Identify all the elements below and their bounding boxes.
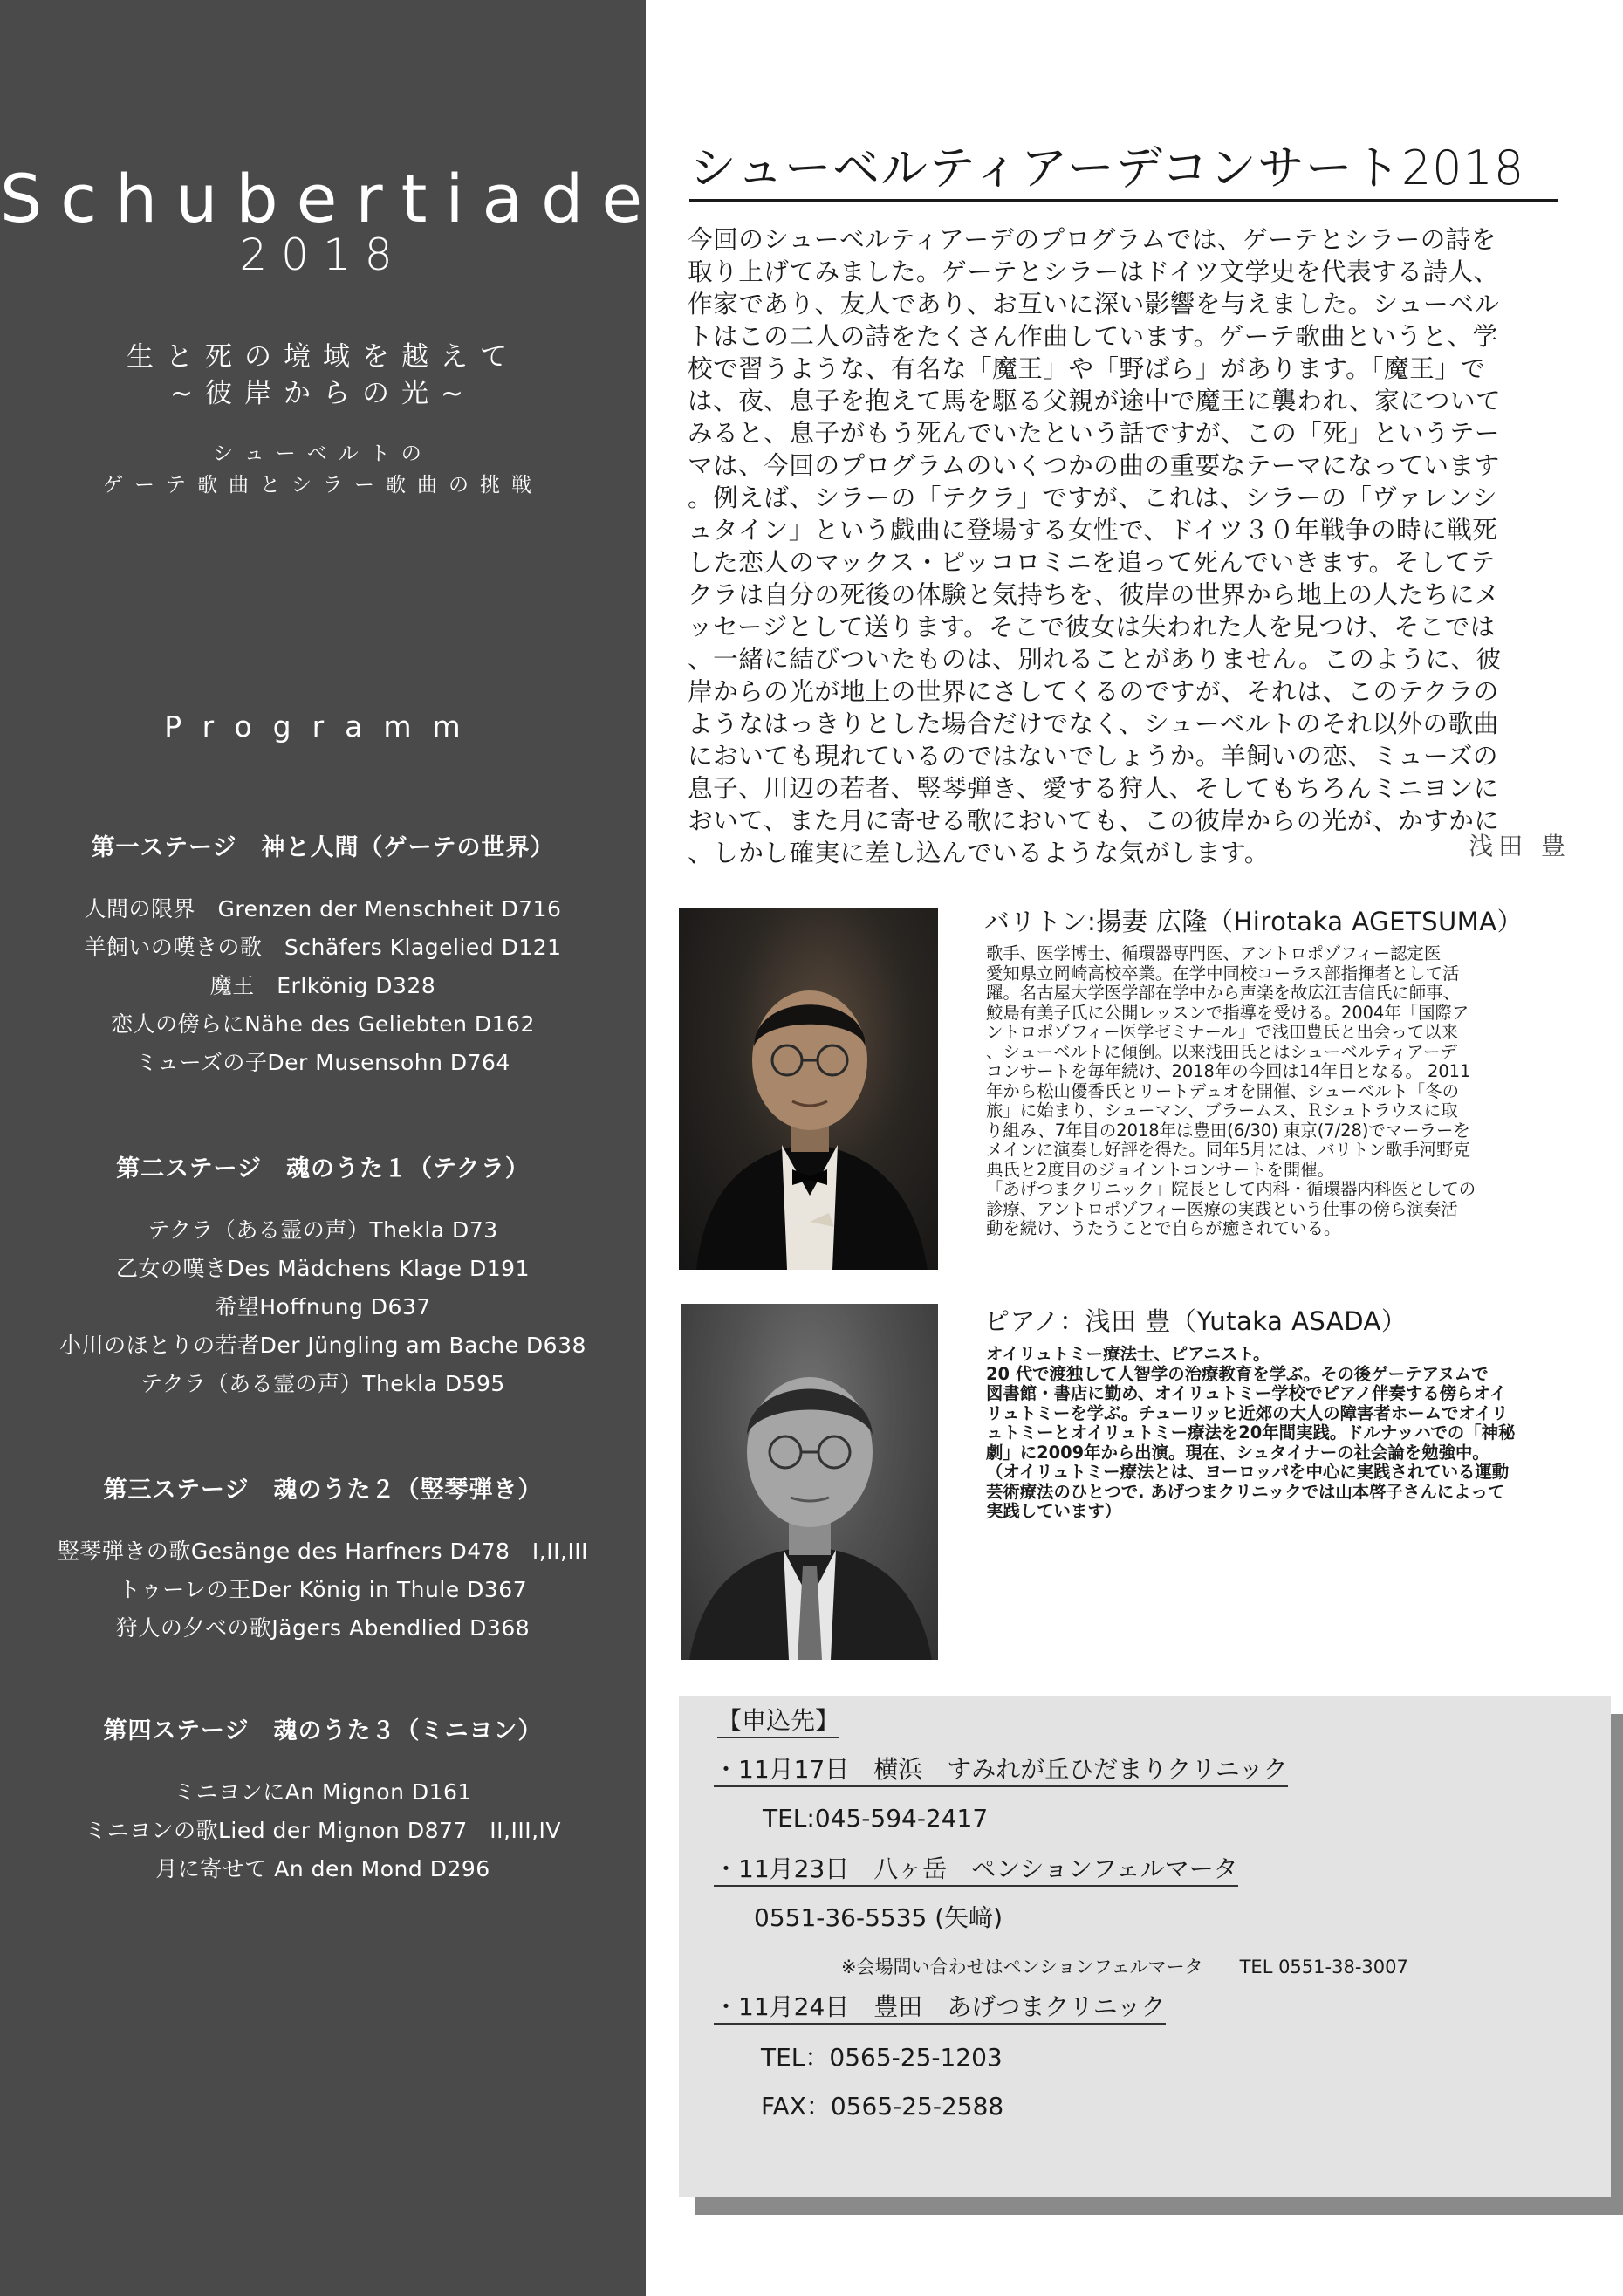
- baritone-heading: バリトン:揚妻 広隆（Hirotaka AGETSUMA）: [984, 907, 1524, 936]
- program-heading: Programm: [164, 709, 482, 744]
- song-list: [0, 1773, 646, 1888]
- contact-heading: 【申込先】: [717, 1706, 839, 1738]
- venue-tel: TEL:045-594-2417: [763, 1804, 989, 1833]
- program-stage: [0, 1152, 646, 1403]
- event-title: Schubertiade: [0, 160, 661, 237]
- song-item: 竪琴弾きの歌Gesänge des Harfners D478 I,II,III: [57, 1539, 589, 1564]
- baritone-bio: 歌手、医学博士、循環器専門医、アントロポゾフィー認定医 愛知県立岡崎高校卒業。在学中同校コーラス部指揮者として活 躍。名古屋大学医学部在学中から声楽を故広江吉信氏に師事、 鮫島有美子氏に公開レッスンで指導を受ける。2004年「国際ア ントロポゾフィー医学ゼミナール」で浅田豊氏と出会って以来 、シューベルトに傾倒。以来浅田氏とはシューベルティアーデ コンサートを毎年続け、2018年の今回は14年目となる。 2011 年から松山優香氏とリートデュオを開催、シューベルト「冬の 旅」に始まり、シューマン、ブラームス、Ｒシュトラウスに取 り組み、7年目の2018年は豊田(6/30) 東京(7/28)でマーラーを メインに演奏し好評を得た。同年5月には、バリトン歌手河野克 典氏と2度目のジョイントコンサートを開催。 「あげつまクリニック」院長として内科・循環器内科医としての 診療、アントロポゾフィー医療の実践という仕事の傍ら演奏活 動を続け、うたうことで自らが癒されている。: [986, 943, 1476, 1238]
- song-item: トゥーレの王Der König in Thule D367: [118, 1577, 528, 1602]
- venue-title: ・11月24日 豊田 あげつまクリニック: [714, 1992, 1166, 2025]
- venue-tel: 0551-36-5535 (矢﨑): [754, 1903, 1003, 1932]
- stage-title: 第三ステージ 魂のうた２（竪琴弾き）: [103, 1477, 543, 1504]
- song-item: 小川のほとりの若者Der Jüngling am Bache D638: [59, 1333, 586, 1358]
- pianist-portrait-icon: [681, 1304, 938, 1660]
- theme-line: シューベルトの: [213, 442, 433, 465]
- song-item: ミニヨンにAn Mignon D161: [174, 1779, 472, 1805]
- stage-title: 第二ステージ 魂のうた１（テクラ）: [116, 1155, 530, 1182]
- stage-title: 第四ステージ 魂のうた３（ミニヨン）: [103, 1717, 543, 1744]
- subtitle-line: ~彼岸からの光~: [170, 378, 476, 409]
- theme-line: ゲーテ歌曲とシラー歌曲の挑戦: [103, 474, 543, 497]
- song-item: 希望Hoffnung D637: [215, 1294, 431, 1319]
- essay-text: 今回のシューベルティアーデのプログラムでは、ゲーテとシラーの詩を 取り上げてみました。ゲーテとシラーはドイツ文学史を代表する詩人、 作家であり、友人であり、お互いに深い影響を与えました。シューベル トはこの二人の詩をたくさん作曲しています。ゲーテ歌曲というと、学 校で習うような、有名な「魔王」や「野ばら」があります。「魔王」で は、夜、息子を抱えて馬を駆る父親が途中で魔王に襲われ、家について みると、息子がもう死んでいたという話ですが、この「死」というテー マは、今回のプログラムのいくつかの曲の重要なテーマになっています 。例えば、シラーの「テクラ」ですが、これは、シラーの「ヴァレンシ ュタイン」という戯曲に登場する女性で、ドイツ３０年戦争の時に戦死 した恋人のマックス・ピッコロミニを追って死んでいきます。そしてテ クラは自分の死後の体験と気持ちを、彼岸の世界から地上の人たちにメ ッセージとして送ります。そこで彼女は失われた人を見つけ、そこでは 、一緒に結びついたものは、別れることがありません。このように、彼 岸からの光が地上の世界にさしてくるのですが、それは、このテクラの ようなはっきりとした場合だけでなく、シューベルトのそれ以外の歌曲 においても現れているのではないでしょうか。羊飼いの恋、ミューズの 息子、川辺の若者、竪琴弾き、愛する狩人、そしてもちろんミニヨンに おいて、また月に寄せる歌においても、この彼岸からの光が、かすかに 、しかし確実に差し込んでいるような気がします。: [688, 224, 1502, 867]
- song-list: [0, 1211, 646, 1403]
- song-item: テクラ（ある霊の声）Thekla D595: [140, 1371, 505, 1396]
- song-item: 人間の限界 Grenzen der Menschheit D716: [84, 896, 562, 922]
- stage-title: 第一ステージ 神と人間（ゲーテの世界）: [91, 834, 555, 861]
- song-item: ミニヨンの歌Lied der Mignon D877 II,III,IV: [84, 1818, 562, 1843]
- song-item: テクラ（ある霊の声）Thekla D73: [147, 1217, 498, 1243]
- venue-fax: FAX：0565-25-2588: [761, 2092, 1004, 2121]
- contact-box: [679, 1696, 1611, 2197]
- program-stage: [0, 1714, 646, 1888]
- venue-tel: TEL：0565-25-1203: [761, 2043, 1003, 2072]
- program-stage: [0, 831, 646, 1082]
- song-item: 月に寄せて An den Mond D296: [155, 1856, 490, 1881]
- song-item: ミューズの子Der Musensohn D764: [135, 1050, 510, 1075]
- song-item: 魔王 Erlkönig D328: [209, 973, 436, 998]
- concert-title: シューベルティアーデコンサート2018: [689, 141, 1525, 195]
- event-theme: [0, 438, 646, 501]
- song-item: 乙女の嘆きDes Mädchens Klage D191: [116, 1256, 530, 1281]
- event-subtitle: [0, 339, 646, 412]
- pianist-heading: ピアノ：浅田 豊（Yutaka ASADA）: [984, 1306, 1407, 1336]
- venue-note: ※会場問い合わせはペンションフェルマータ TEL 0551-38-3007: [841, 1957, 1408, 1977]
- venue-title: ・11月23日 八ヶ岳 ペンションフェルマータ: [714, 1854, 1238, 1887]
- title-underline: [689, 199, 1558, 202]
- song-item: 羊飼いの嘆きの歌 Schäfers Klagelied D121: [84, 935, 562, 960]
- baritone-photo: [679, 908, 938, 1270]
- venue-title: ・11月17日 横浜 すみれが丘ひだまりクリニック: [714, 1755, 1288, 1787]
- song-list: [0, 1532, 646, 1648]
- subtitle-line: 生と死の境域を越えて: [127, 341, 519, 373]
- essay-signature: 浅田 豊: [1469, 832, 1571, 860]
- event-year: 2018: [239, 230, 407, 280]
- left-panel: [0, 0, 661, 2296]
- pianist-bio: オイリュトミー療法士、ピアニスト。 20 代で渡独して人智学の治療教育を学ぶ。その後ゲーテアヌムで 図書館・書店に勤め、オイリュトミー学校でピアノ伴奏する傍らオイ リュトミーを学ぶ。チューリッヒ近郊の大人の障害者ホームでオイリ ュトミーとオイリュトミー療法を20年間実践。ドルナッハでの「神秘 劇」に2009年から出演。現在、シュタイナーの社会論を勉強中。 （オイリュトミー療法とは、ヨーロッパを中心に実践されている運動 芸術療法のひとつで. あげつまクリニックでは山本啓子さんによって 実践しています）: [986, 1344, 1516, 1521]
- pianist-photo: [681, 1304, 938, 1660]
- program-stage: [0, 1473, 646, 1648]
- song-list: [0, 890, 646, 1082]
- baritone-portrait-icon: [679, 908, 938, 1270]
- song-item: 恋人の傍らにNähe des Geliebten D162: [111, 1011, 535, 1037]
- song-item: 狩人の夕べの歌Jägers Abendlied D368: [115, 1615, 531, 1641]
